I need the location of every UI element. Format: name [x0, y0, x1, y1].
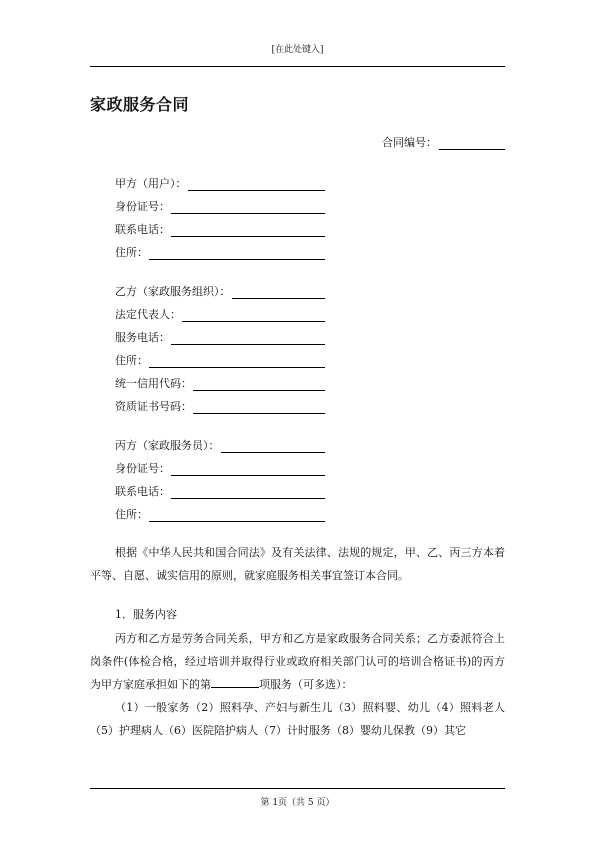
fill-blank[interactable]: [149, 246, 325, 260]
field-label: 联系电话：: [115, 485, 170, 498]
party-b-block: [115, 276, 325, 414]
party-c-phone-field: [115, 476, 325, 499]
fill-blank[interactable]: [232, 285, 326, 299]
fill-blank[interactable]: [171, 223, 325, 237]
party-a-block: [115, 168, 325, 260]
field-label: 乙方（家政服务组织）：: [115, 285, 231, 298]
field-label: 住所：: [115, 354, 148, 367]
party-b-name-field: [115, 276, 325, 299]
contract-number-label: 合同编号：: [382, 136, 437, 149]
party-c-id-field: [115, 453, 325, 476]
page-header: [在此处键入]: [271, 45, 324, 55]
field-label: 身份证号：: [115, 200, 170, 213]
service-content-paragraph: [90, 627, 505, 696]
fill-blank[interactable]: [171, 331, 325, 345]
service-content-text: 丙方和乙方是劳务合同关系，甲方和乙方是家政服务合同关系；乙方委派符合上岗条件(体检合格，经过培训并取得行业或政府相关部门认可的培训合格证书)的丙方为甲方家庭承担如下的第: [90, 632, 505, 691]
contract-number-blank[interactable]: [439, 137, 505, 150]
fill-blank[interactable]: [171, 200, 325, 214]
header-divider: [90, 66, 505, 67]
field-label: 身份证号：: [115, 462, 170, 475]
field-label: 联系电话：: [115, 223, 170, 236]
fill-blank[interactable]: [171, 462, 325, 476]
fill-blank[interactable]: [193, 400, 325, 414]
field-label: 法定代表人：: [115, 308, 181, 321]
fill-blank[interactable]: [149, 508, 325, 522]
fill-blank[interactable]: [182, 308, 325, 322]
field-label: 资质证书号码：: [115, 400, 192, 413]
fill-blank[interactable]: [221, 439, 326, 453]
party-c-address-field: [115, 499, 325, 522]
field-label: 统一信用代码：: [115, 377, 192, 390]
footer-divider: [90, 788, 505, 789]
fill-blank[interactable]: [171, 485, 325, 499]
fill-blank[interactable]: [188, 177, 326, 191]
party-a-phone-field: [115, 214, 325, 237]
party-b-legal-rep-field: [115, 299, 325, 322]
service-number-blank[interactable]: [211, 677, 259, 688]
party-c-block: [115, 430, 325, 522]
page-number: 第 1页（共 5 页）: [260, 798, 335, 808]
party-b-address-field: [115, 345, 325, 368]
field-label: 丙方（家政服务员）：: [115, 439, 220, 452]
section-1-body: [90, 627, 505, 742]
field-label: 住所：: [115, 508, 148, 521]
party-a-id-field: [115, 191, 325, 214]
service-content-suffix: 项服务（可多选）：: [259, 678, 353, 691]
service-options-paragraph: （1）一般家务（2）照料孕、产妇与新生儿（3）照料婴、幼儿（4）照料老人（5）护理病人（6）医院陪护病人（7）计时服务（8）婴幼儿保教（9）其它: [90, 701, 505, 737]
field-label: 甲方（用户）：: [115, 177, 187, 190]
party-b-phone-field: [115, 322, 325, 345]
document-title: 家政服务合同: [90, 95, 190, 114]
party-a-address-field: [115, 237, 325, 260]
fill-blank[interactable]: [193, 377, 325, 391]
field-label: 住所：: [115, 246, 148, 259]
fill-blank[interactable]: [149, 354, 325, 368]
contract-number-field: [382, 134, 505, 150]
party-b-credit-code-field: [115, 368, 325, 391]
party-a-name-field: [115, 168, 325, 191]
section-1-heading: 1．服务内容: [115, 608, 177, 621]
party-b-certificate-field: [115, 391, 325, 414]
intro-paragraph: 根据《中华人民共和国合同法》及有关法律、法规的规定，甲、乙、丙三方本着平等、自愿、诚实信用的原则，就家庭服务相关事宜签订本合同。: [90, 546, 505, 582]
intro-section: [90, 541, 505, 587]
field-label: 服务电话：: [115, 331, 170, 344]
party-c-name-field: [115, 430, 325, 453]
